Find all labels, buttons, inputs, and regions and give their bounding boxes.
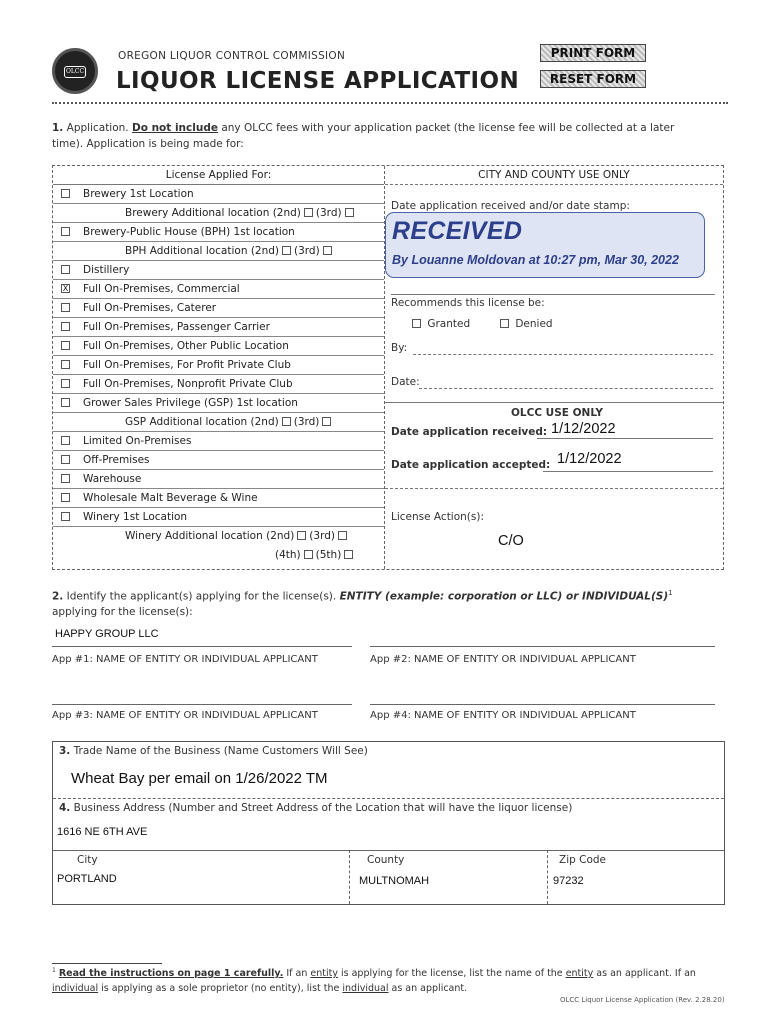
license-option-label: Grower Sales Privilege (GSP) 1st location — [83, 397, 298, 409]
received-line — [537, 438, 713, 439]
license-option-row[interactable] — [53, 527, 384, 546]
olcc-date-accepted-label: Date application accepted: — [391, 459, 551, 471]
stamp-title: RECEIVED — [392, 217, 523, 245]
license-checkbox[interactable]: X — [62, 284, 69, 293]
trade-name-divider — [53, 798, 724, 799]
license-checkbox[interactable] — [61, 189, 70, 198]
applicant1-value[interactable]: HAPPY GROUP LLC — [55, 628, 159, 640]
license-option-label: Winery 1st Location — [83, 511, 188, 523]
applicant1-label: App #1: NAME OF ENTITY OR INDIVIDUAL APPLICANT — [52, 654, 318, 665]
license-option-row[interactable] — [53, 375, 384, 394]
license-option-row[interactable] — [53, 261, 384, 280]
license-option-row[interactable] — [53, 204, 384, 223]
license-option-label: Full On-Premises, Commercial — [83, 283, 240, 295]
license-checkbox[interactable] — [61, 265, 70, 274]
license-checkbox[interactable] — [61, 493, 70, 502]
print-form-button[interactable]: PRINT FORM — [540, 44, 646, 62]
denied-checkbox[interactable] — [500, 319, 509, 328]
business-address-label: 4. Business Address (Number and Street Address of the Location that will have the liquor license) — [59, 802, 573, 814]
license-5th-checkbox[interactable] — [344, 550, 353, 559]
license-3rd-checkbox[interactable] — [338, 531, 347, 540]
olcc-date-received-value[interactable]: 1/12/2022 — [551, 421, 616, 437]
trade-name-value[interactable]: Wheat Bay per email on 1/26/2022 TM — [71, 770, 328, 787]
applicant1-line — [52, 646, 352, 647]
accepted-line — [543, 471, 713, 472]
by-label: By: — [391, 342, 408, 354]
section2-intro-line2: applying for the license(s): — [52, 606, 193, 618]
license-2nd-checkbox[interactable] — [297, 531, 306, 540]
header-divider — [52, 102, 728, 104]
footnote-line2: individual is applying as a sole proprietor (no entity), list the individual as an applicant. — [52, 983, 468, 994]
form-header — [52, 44, 722, 104]
license-checkbox[interactable] — [61, 398, 70, 407]
license-3rd-checkbox[interactable] — [323, 246, 332, 255]
license-option-label: Full On-Premises, Passenger Carrier — [83, 321, 270, 333]
license-option-row[interactable] — [53, 337, 384, 356]
license-checkbox[interactable] — [61, 379, 70, 388]
license-3rd-checkbox[interactable] — [345, 208, 354, 217]
license-option-label: Off-Premises — [83, 454, 150, 466]
applicant4-line[interactable] — [370, 704, 715, 705]
county-zip-separator — [547, 850, 548, 904]
license-option-row[interactable] — [53, 242, 384, 261]
license-option-label: Brewery-Public House (BPH) 1st location — [83, 226, 295, 238]
license-option-label: (4th) (5th) — [275, 546, 356, 564]
license-option-row[interactable] — [53, 185, 384, 204]
applicant3-label: App #3: NAME OF ENTITY OR INDIVIDUAL APPLICANT — [52, 710, 318, 721]
license-option-label: GSP Additional location (2nd) (3rd) — [125, 413, 334, 431]
license-option-row[interactable] — [53, 223, 384, 242]
zip-value[interactable]: 97232 — [553, 875, 584, 887]
form-title: LIQUOR LICENSE APPLICATION — [116, 68, 520, 94]
olcc-date-accepted-value[interactable]: 1/12/2022 — [557, 451, 622, 467]
license-option-row[interactable] — [53, 508, 384, 527]
action-divider — [385, 488, 723, 489]
license-option-row[interactable] — [53, 546, 384, 565]
granted-checkbox[interactable] — [412, 319, 421, 328]
license-2nd-checkbox[interactable] — [304, 208, 313, 217]
section1-intro-line1: 1. Application. Do not include any OLCC fees with your application packet (the license fee will be collected at a later — [52, 122, 675, 134]
applicant3-line[interactable] — [52, 704, 352, 705]
organization-name: OREGON LIQUOR CONTROL COMMISSION — [118, 50, 346, 62]
county-value[interactable]: MULTNOMAH — [359, 875, 430, 887]
license-option-row[interactable] — [53, 394, 384, 413]
license-option-row[interactable] — [53, 356, 384, 375]
denied-option[interactable]: Denied — [497, 318, 553, 330]
granted-option[interactable]: Granted — [409, 318, 470, 330]
license-option-row[interactable] — [53, 489, 384, 508]
date-line[interactable] — [419, 388, 713, 389]
license-option-label: Limited On-Premises — [83, 435, 192, 447]
license-checkbox[interactable] — [61, 341, 70, 350]
license-checkbox[interactable] — [61, 322, 70, 331]
license-checkbox[interactable] — [61, 436, 70, 445]
applicant2-label: App #2: NAME OF ENTITY OR INDIVIDUAL APPLICANT — [370, 654, 636, 665]
license-3rd-checkbox[interactable] — [322, 417, 331, 426]
license-2nd-checkbox[interactable] — [282, 246, 291, 255]
license-option-label: Warehouse — [83, 473, 142, 485]
license-applied-for-column — [53, 166, 385, 569]
license-applied-for-header: License Applied For: — [53, 166, 384, 185]
license-option-row[interactable] — [53, 318, 384, 337]
olcc-date-received-label: Date application received: — [391, 426, 548, 438]
license-option-label: Brewery Additional location (2nd) (3rd) — [125, 204, 357, 222]
olcc-divider — [385, 402, 723, 403]
date-received-stamp-label: Date application received and/or date stamp: — [391, 200, 630, 212]
stamp-line — [391, 294, 715, 295]
license-option-label: Full On-Premises, Nonprofit Private Club — [83, 378, 293, 390]
by-line[interactable] — [413, 354, 713, 355]
address-divider — [53, 850, 724, 851]
olcc-seal-logo: OLCC — [52, 48, 98, 94]
county-label: County — [367, 854, 405, 866]
license-checkbox[interactable] — [61, 455, 70, 464]
license-option-label: Full On-Premises, Other Public Location — [83, 340, 289, 352]
footnote-rule — [52, 963, 162, 964]
olcc-use-only-header: OLCC USE ONLY — [511, 407, 603, 419]
license-option-row[interactable] — [53, 451, 384, 470]
license-option-row[interactable] — [53, 432, 384, 451]
trade-name-address-box — [52, 741, 725, 905]
license-option-label: BPH Additional location (2nd) (3rd) — [125, 242, 335, 260]
zip-label: Zip Code — [559, 854, 606, 866]
license-option-row[interactable] — [53, 413, 384, 432]
license-option-row[interactable] — [53, 299, 384, 318]
license-option-label: Full On-Premises, Caterer — [83, 302, 217, 314]
city-county-header: CITY AND COUNTY USE ONLY — [385, 166, 723, 185]
license-option-label: Distillery — [83, 264, 130, 276]
business-address-value[interactable]: 1616 NE 6TH AVE — [57, 826, 148, 838]
license-action-value[interactable]: C/O — [498, 533, 524, 549]
license-actions-label: License Action(s): — [391, 511, 485, 523]
license-option-label: Brewery 1st Location — [83, 188, 194, 200]
applicant2-line — [370, 646, 715, 647]
license-option-row[interactable] — [53, 280, 384, 299]
license-4th-checkbox[interactable] — [304, 550, 313, 559]
trade-name-label: 3. Trade Name of the Business (Name Customers Will See) — [59, 745, 368, 757]
received-stamp — [385, 212, 705, 278]
city-label: City — [77, 854, 98, 866]
reset-form-button[interactable]: RESET FORM — [540, 70, 646, 88]
stamp-signature: By Louanne Moldovan at 10:27 pm, Mar 30, 2022 — [392, 253, 679, 267]
license-checkbox[interactable] — [61, 474, 70, 483]
city-county-separator — [349, 850, 350, 904]
license-option-label: Full On-Premises, For Profit Private Club — [83, 359, 291, 371]
license-2nd-checkbox[interactable] — [282, 417, 291, 426]
license-checkbox[interactable] — [61, 360, 70, 369]
form-revision-id: OLCC Liquor License Application (Rev. 2.28.20) — [560, 996, 725, 1004]
city-value[interactable]: PORTLAND — [57, 873, 117, 885]
applicant4-label: App #4: NAME OF ENTITY OR INDIVIDUAL APPLICANT — [370, 710, 636, 721]
section1-intro-line2: time). Application is being made for: — [52, 138, 244, 150]
license-option-label: Wholesale Malt Beverage & Wine — [83, 492, 258, 504]
recommends-label: Recommends this license be: — [391, 297, 545, 309]
license-checkbox[interactable] — [61, 303, 70, 312]
footnote-line1: $^1$ Read the instructions on page 1 carefully. If an entity is applying for the license, list the name of the entity as an applicant. If an — [52, 967, 696, 980]
license-checkbox[interactable] — [61, 512, 70, 521]
license-option-label: Winery Additional location (2nd) (3rd) — [125, 527, 350, 545]
license-option-row[interactable] — [53, 470, 384, 489]
license-checkbox[interactable] — [61, 227, 70, 236]
date-label: Date: — [391, 376, 420, 388]
section2-intro-line1: 2. Identify the applicant(s) applying for the license(s). ENTITY (example: corporation or LLC) or $INDIVIDUAL(S)^1$ — [52, 589, 673, 603]
